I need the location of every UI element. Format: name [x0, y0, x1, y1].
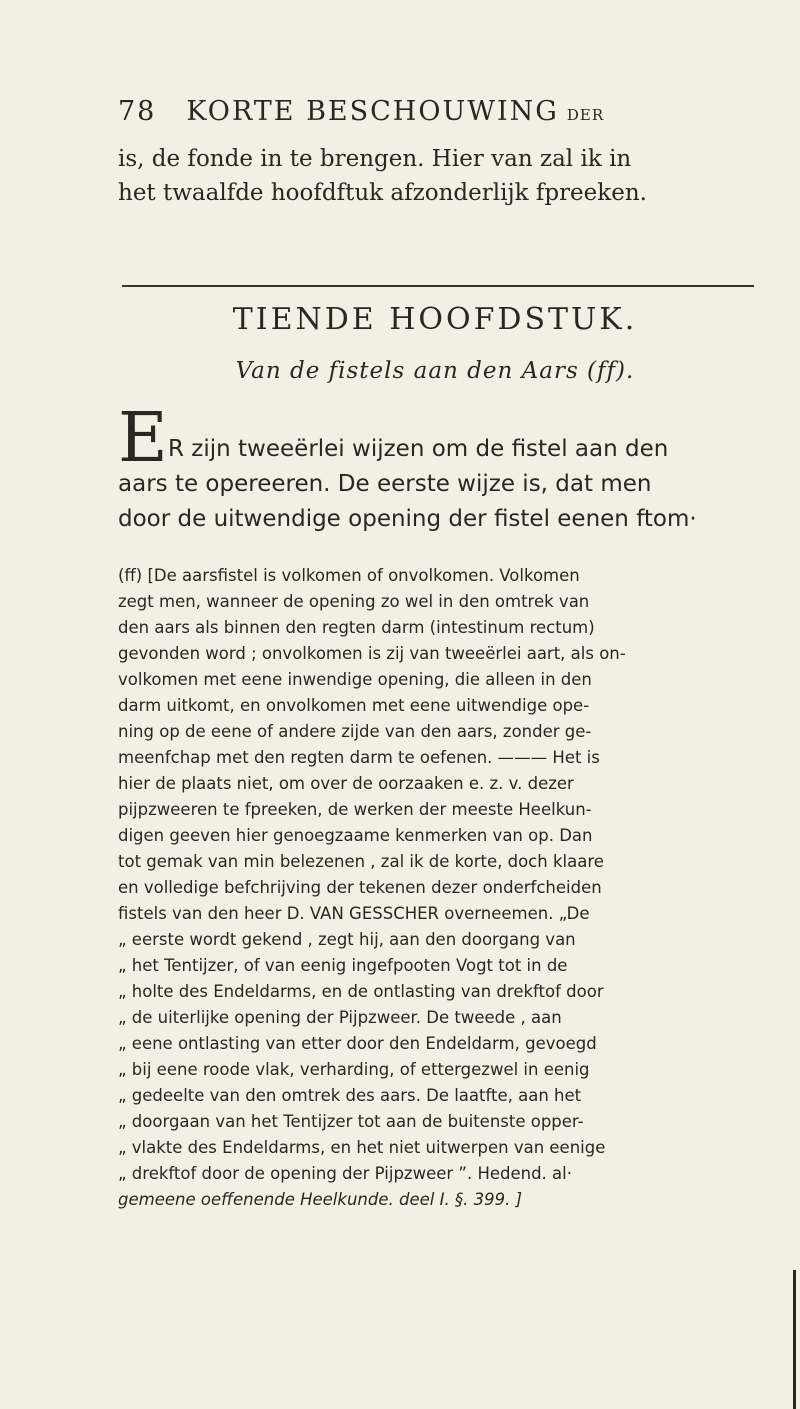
footnote-line: „ eerste wordt gekend , zegt hij, aan den doorgang van [118, 930, 576, 949]
footnote-line: digen geeven hier genoegzaame kenmerken van op. Dan [118, 826, 593, 845]
footnote-line: „ gedeelte van den omtrek des aars. De laatfte, aan het [118, 1086, 582, 1105]
footnote-line: ning op de eene of andere zijde van den aars, zonder ge- [118, 722, 592, 741]
top-line: is, de fonde in te brengen. Hier van zal ik in [118, 146, 632, 172]
footnote-line: volkomen met eene inwendige opening, die alleen in den [118, 670, 592, 689]
footnote-line: „ vlakte des Endeldarms, en het niet uitwerpen van eenige [118, 1138, 606, 1157]
running-head-tail: DER [566, 106, 605, 124]
footnote-line: „ bij eene roode vlak, verharding, of ettergezwel in eenig [118, 1060, 590, 1079]
footnote-line: meenfchap met den regten darm te oefenen. ——— Het is [118, 748, 600, 767]
footnote-line: fistels van den heer D. VAN GESSCHER overneemen. „De [118, 904, 590, 923]
body-line: door de uitwendige opening der fistel eenen ftom· [118, 506, 697, 532]
footnote-line: gevonden word ; onvolkomen is zij van tweeërlei aart, als on- [118, 644, 626, 663]
footnote-line: (ff) [De aarsfistel is volkomen of onvolkomen. Volkomen [118, 566, 580, 585]
chapter-title: TIENDE HOOFDSTUK. [232, 302, 638, 337]
footnote-line: „ de uiterlijke opening der Pijpzweer. De tweede , aan [118, 1008, 562, 1027]
drop-cap: E [118, 399, 168, 478]
footnote-line: darm uitkomt, en onvolkomen met eene uitwendige ope- [118, 696, 590, 715]
top-line: het twaalfde hoofdftuk afzonderlijk fpreeken. [118, 180, 647, 206]
footnote-line: hier de plaats niet, om over de oorzaaken e. z. v. dezer [118, 774, 574, 793]
chapter-subtitle: Van de fistels aan den Aars (ff). [235, 358, 635, 384]
page-edge-shadow [793, 1270, 796, 1409]
running-head-title: KORTE BESCHOUWING [186, 96, 559, 127]
footnote-line: „ drekftof door de opening der Pijpzweer ”. Hedend. al· [118, 1164, 572, 1183]
running-head [118, 96, 604, 127]
footnote-line: „ holte des Endeldarms, en de ontlasting van drekftof door [118, 982, 604, 1001]
footnote-line: „ eene ontlasting van etter door den Endeldarm, gevoegd [118, 1034, 597, 1053]
footnote-line: en volledige befchrijving der tekenen dezer onderfcheiden [118, 878, 602, 897]
body-line: aars te opereeren. De eerste wijze is, dat men [118, 471, 652, 497]
footnote-line: pijpzweeren te fpreeken, de werken der meeste Heelkun- [118, 800, 592, 819]
page-number: 78 [118, 96, 157, 127]
footnote-line: gemeene oeffenende Heelkunde. deel I. §. 399. ] [118, 1190, 523, 1209]
footnote-line: zegt men, wanneer de opening zo wel in den omtrek van [118, 592, 590, 611]
footnote-line: den aars als binnen den regten darm (intestinum rectum) [118, 618, 595, 637]
footnote-line: tot gemak van min belezenen , zal ik de korte, doch klaare [118, 852, 604, 871]
footnote-line: „ het Tentijzer, of van eenig ingefpooten Vogt tot in de [118, 956, 568, 975]
section-rule [122, 285, 754, 287]
body-line: R zijn tweeërlei wijzen om de fistel aan den [168, 436, 669, 462]
footnote-line: „ doorgaan van het Tentijzer tot aan de buitenste opper- [118, 1112, 584, 1131]
